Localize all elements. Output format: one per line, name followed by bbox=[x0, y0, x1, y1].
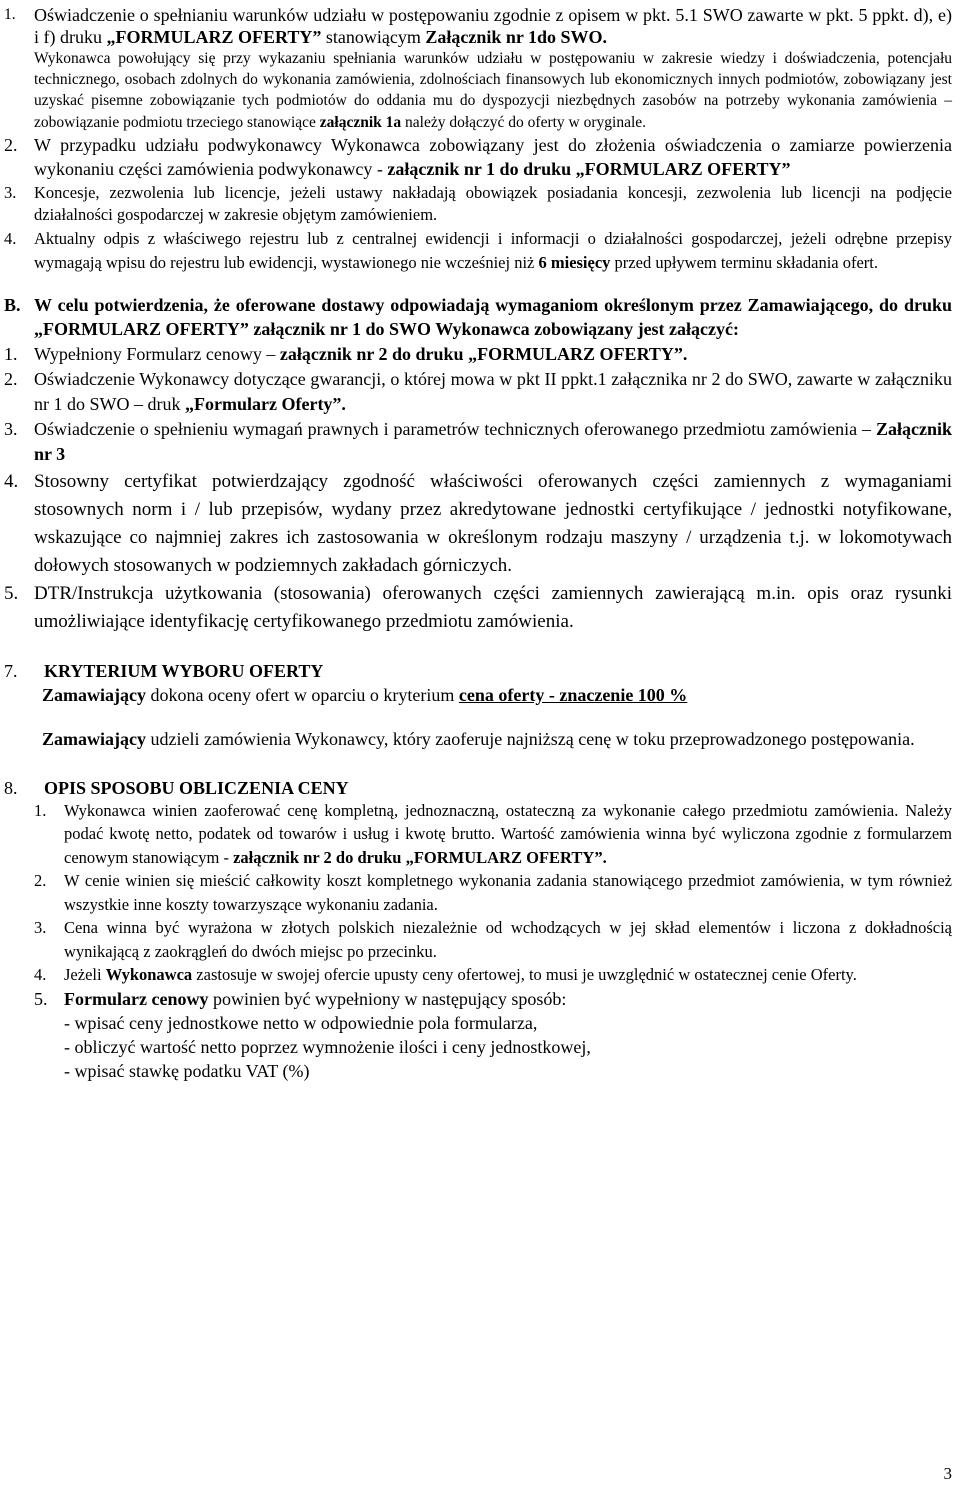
section-number: 7. bbox=[4, 660, 18, 681]
item-second-paragraph: Wykonawca powołujący się przy wykazaniu spełniania warunków udziału w postępowaniu w zakresie wiedzy i doświadczenia, potencjału technicznego, osobach zdolnych do wykonania zamówienia, zdolnościach finansowych lub ekonomicznych innych podmiotów, zobowiązany jest uzyskać pisemne zobowiązanie tych podmiotów do oddania mu do dyspozycji niezbędnych zasobów na potrzeby wykonania zamówienia – zobowiązanie podmiotu trzeciego stanowiące załącznik 1a należy dołączyć do oferty w oryginale. bbox=[34, 50, 952, 131]
section-a-item-4 bbox=[0, 227, 960, 275]
item-body: Jeżeli Wykonawca zastosuje w swojej ofercie upusty ceny ofertowej, to musi je uwzględnić w ostatecznej cenie Oferty. bbox=[64, 965, 857, 985]
section-b-item-3 bbox=[0, 417, 960, 468]
item-body bbox=[34, 4, 952, 133]
item-body: Oświadczenie Wykonawcy dotyczące gwarancji, o której mowa w pkt II ppkt.1 załącznika nr 2 do SWO, zawarte w załączniku nr 1 do SWO – druk „Formularz Oferty”. bbox=[34, 368, 952, 414]
page-number: 3 bbox=[943, 1464, 952, 1483]
item-number: 4. bbox=[4, 228, 17, 248]
section-heading: W celu potwierdzenia, że oferowane dostawy odpowiadają wymaganiom określonym przez Zamawiającego, do druku „FORMULARZ OFERTY” załącznik nr 1 do SWO Wykonawca zobowiązany jest załączyć: bbox=[34, 294, 952, 340]
item-number: 2. bbox=[4, 368, 18, 389]
section-8-item-1 bbox=[30, 799, 960, 870]
item-body: Wykonawca winien zaoferować cenę kompletną, jednoznaczną, ostateczną za wykonanie całego przedmiotu zamówienia. Należy podać kwotę netto, podatek od towarów i usług i kwotę brutto. Wartość zamówienia winna być wyliczona zgodnie z formularzem cenowym stanowiącym - załącznik nr 2 do druku „FORMULARZ OFERTY”. bbox=[64, 800, 952, 867]
item-body: Koncesje, zezwolenia lub licencje, jeżeli ustawy nakładają obowiązek posiadania koncesji, zezwolenia lub licencji na podjęcie działalności gospodarczej w zakresie objętym zamówieniem. bbox=[34, 182, 952, 225]
item-number: 4. bbox=[34, 965, 47, 985]
section-8-item-4 bbox=[30, 963, 960, 987]
item-body: Wypełniony Formularz cenowy – załącznik nr 2 do druku „FORMULARZ OFERTY”. bbox=[34, 343, 688, 364]
item-number: 4. bbox=[4, 470, 19, 492]
section-title: KRYTERIUM WYBORU OFERTY bbox=[44, 660, 324, 681]
item-number: 5. bbox=[4, 582, 19, 604]
item-number: 2. bbox=[4, 134, 18, 155]
item-number: 2. bbox=[34, 871, 47, 891]
item-number: 1. bbox=[4, 343, 18, 364]
section-b-item-4 bbox=[0, 468, 960, 580]
section-number: 8. bbox=[4, 777, 18, 798]
item-intro: Formularz cenowy powinien być wypełniony w następujący sposób: bbox=[64, 988, 567, 1009]
list-line-3: - wpisać stawkę podatku VAT (%) bbox=[64, 1060, 310, 1081]
item-body: W cenie winien się mieścić całkowity koszt kompletnego wykonania zadania stanowiącego przedmiot zamówienia, w tym również wszystkie inne koszty towarzyszące wykonaniu zadania. bbox=[64, 871, 952, 914]
section-label: B. bbox=[4, 294, 21, 315]
item-number: 5. bbox=[34, 988, 48, 1009]
item-number: 3. bbox=[4, 418, 18, 439]
section-a-item-3 bbox=[0, 182, 960, 227]
section-b-item-2 bbox=[0, 367, 960, 417]
section-a-item-2 bbox=[0, 133, 960, 182]
item-number: 3. bbox=[34, 918, 47, 938]
section-8-list bbox=[0, 799, 960, 1083]
item-body: Cena winna być wyrażona w złotych polskich niezależnie od wchodzących w jej skład elementów i liczona z dokładnością wynikającą z zaokrągleń do dwóch miejsc po przecinku. bbox=[64, 918, 952, 961]
section-8-item-5 bbox=[30, 987, 960, 1083]
item-body: DTR/Instrukcja użytkowania (stosowania) oferowanych części zamiennych zawierającą m.in. opis oraz rysunki umożliwiające identyfikację certyfikowanego przedmiotu zamówienia. bbox=[34, 582, 952, 632]
item-number: 1. bbox=[4, 6, 16, 23]
section-8-heading bbox=[0, 777, 960, 799]
list-line-1: - wpisać ceny jednostkowe netto w odpowiednie pola formularza, bbox=[64, 1012, 538, 1033]
section-8-item-2 bbox=[30, 869, 960, 916]
list-line-2: - obliczyć wartość netto poprzez wymnożenie ilości i ceny jednostkowej, bbox=[64, 1036, 591, 1057]
section-b-item-1 bbox=[0, 342, 960, 367]
section-7-paragraph-2: Zamawiający udzieli zamówienia Wykonawcy, który zaoferuje najniższą cenę w toku przeprowadzonego postępowania. bbox=[42, 728, 915, 749]
item-first-paragraph: Oświadczenie o spełnianiu warunków udziału w postępowaniu zgodnie z opisem w pkt. 5.1 SWO zawarte w pkt. 5 ppkt. d), e) i f) druku „FORMULARZ OFERTY” stanowiącym Załącznik nr 1do SWO. bbox=[34, 5, 952, 47]
section-8-item-3 bbox=[30, 916, 960, 963]
section-7-heading bbox=[0, 660, 960, 682]
section-b-heading bbox=[0, 293, 960, 342]
item-body: Oświadczenie o spełnieniu wymagań prawnych i parametrów technicznych oferowanego przedmiotu zamówienia – Załącznik nr 3 bbox=[34, 418, 952, 465]
item-body bbox=[64, 987, 952, 1083]
item-number: 1. bbox=[34, 800, 47, 820]
section-a-item-1 bbox=[0, 4, 960, 133]
item-number: 3. bbox=[4, 182, 17, 202]
section-b-item-5 bbox=[0, 580, 960, 636]
item-body: W przypadku udziału podwykonawcy Wykonawca zobowiązany jest do złożenia oświadczenia o zamiarze powierzenia wykonaniu części zamówienia podwykonawcy - załącznik nr 1 do druku „FORMULARZ OFERTY” bbox=[34, 134, 952, 180]
section-7-paragraph-1: Zamawiający dokona oceny ofert w oparciu o kryterium cena oferty - znaczenie 100 % bbox=[42, 684, 688, 705]
item-body: Aktualny odpis z właściwego rejestru lub z centralnej ewidencji i informacji o działalności gospodarczej, jeżeli odrębne przepisy wymagają wpisu do rejestru lub ewidencji, wystawionego nie wcześniej niż 6 miesięcy przed upływem terminu składania ofert. bbox=[34, 228, 952, 272]
item-body: Stosowny certyfikat potwierdzający zgodność właściwości oferowanych części zamiennych z wymaganiami stosownych norm i / lub przepisów, wydany przez akredytowane jednostki certyfikujące / jednostki notyfikowane, wskazujące co najmniej zakres ich zastosowania w określonym rodzaju maszyny / urządzenia t.j. w lokomotywach dołowych stosowanych w podziemnych zakładach górniczych. bbox=[34, 470, 952, 576]
section-title: OPIS SPOSOBU OBLICZENIA CENY bbox=[44, 777, 349, 798]
